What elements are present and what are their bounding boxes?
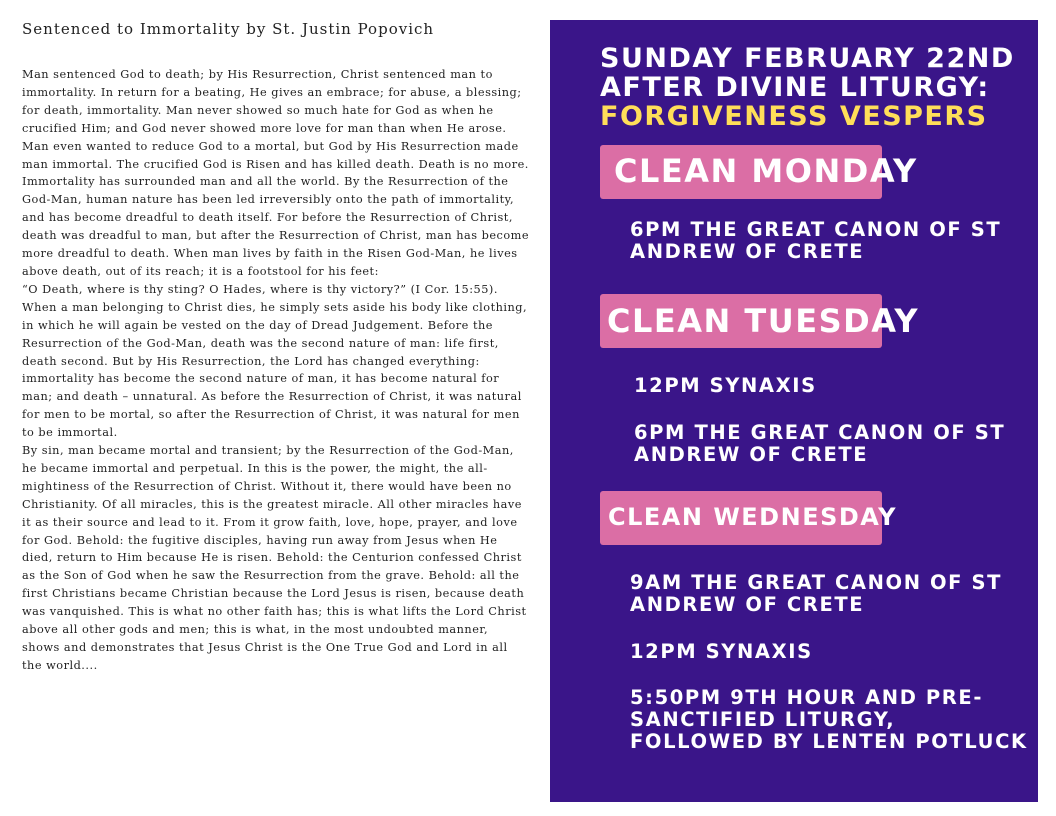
header-date: SUNDAY FEBRUARY 22ND (600, 43, 1015, 74)
event-item: 6PM THE GREAT CANON OF ST ANDREW OF CRETE (634, 421, 1006, 466)
event-item: 9AM THE GREAT CANON OF ST ANDREW OF CRETE (630, 571, 1003, 616)
event-item: 12PM SYNAXIS (634, 374, 817, 397)
schedule-panel (550, 20, 1038, 802)
day-badge-tuesday: CLEAN TUESDAY (600, 294, 882, 348)
article-body (22, 66, 530, 675)
article-title: Sentenced to Immortality by St. Justin Popovich (22, 20, 435, 38)
article-paragraph: “O Death, where is thy sting? O Hades, where is thy victory?” (I Cor. 15:55). When a man belonging to Christ dies, he simply sets aside his body like clothing, in which he will again be vested on the day of Dread Judgement. Before the Resurrection of the God-Man, death was the second nature of man: life first, death second. But by His Resurrection, the Lord has changed everything: immortality has become the second nature of man, it has become natural for man; and death – unnatural. As before the Resurrection of Christ, it was natural for men to be mortal, so after the Resurrection of Christ, it was natural for men to be immortal. (22, 282, 528, 440)
header-subtitle: AFTER DIVINE LITURGY: (600, 72, 990, 103)
header-highlight: FORGIVENESS VESPERS (600, 101, 988, 132)
schedule-header (600, 44, 1015, 131)
event-item: 5:50PM 9TH HOUR AND PRE-SANCTIFIED LITURGY, FOLLOWED BY LENTEN POTLUCK (630, 686, 1028, 753)
article (22, 20, 530, 675)
event-item: 6PM THE GREAT CANON OF ST ANDREW OF CRETE (630, 218, 1002, 263)
event-item: 12PM SYNAXIS (630, 640, 813, 663)
article-paragraph: Man sentenced God to death; by His Resurrection, Christ sentenced man to immortality. In return for a beating, He gives an embrace; for abuse, a blessing; for death, immortality. Man never showed so much hate for God as when he crucified Him; and God never showed more love for man than when He arose. Man even wanted to reduce God to a mortal, but God by His Resurrection made man immortal. The crucified God is Risen and has killed death. Death is no more. Immortality has surrounded man and all the world. By the Resurrection of the God-Man, human nature has been led irreversibly onto the path of immortality, and has become dreadful to death itself. For before the Resurrection of Christ, death was dreadful to man, but after the Resurrection of Christ, man has become more dreadful to death. When man lives by faith in the Risen God-Man, he lives above death, out of its reach; it is a footstool for his feet: (22, 68, 530, 278)
day-badge-wednesday: CLEAN WEDNESDAY (600, 491, 882, 545)
article-paragraph: By sin, man became mortal and transient; by the Resurrection of the God-Man, he became immortal and perpetual. In this is the power, the might, the all-mightiness of the Resurrection of Christ. Without it, there would have been no Christianity. Of all miracles, this is the greatest miracle. All other miracles have it as their source and lead to it. From it grow faith, love, hope, prayer, and love for God. Behold: the fugitive disciples, having run away from Jesus when He died, return to Him because He is risen. Behold: the Centurion confessed Christ as the Son of God when he saw the Resurrection from the grave. Behold: all the first Christians became Christian because the Lord Jesus is risen, because death was vanquished. This is what no other faith has; this is what lifts the Lord Christ above all other gods and men; this is what, in the most undoubted manner, shows and demonstrates that Jesus Christ is the One True God and Lord in all the world.... (22, 444, 527, 672)
day-badge-monday: CLEAN MONDAY (600, 145, 882, 199)
